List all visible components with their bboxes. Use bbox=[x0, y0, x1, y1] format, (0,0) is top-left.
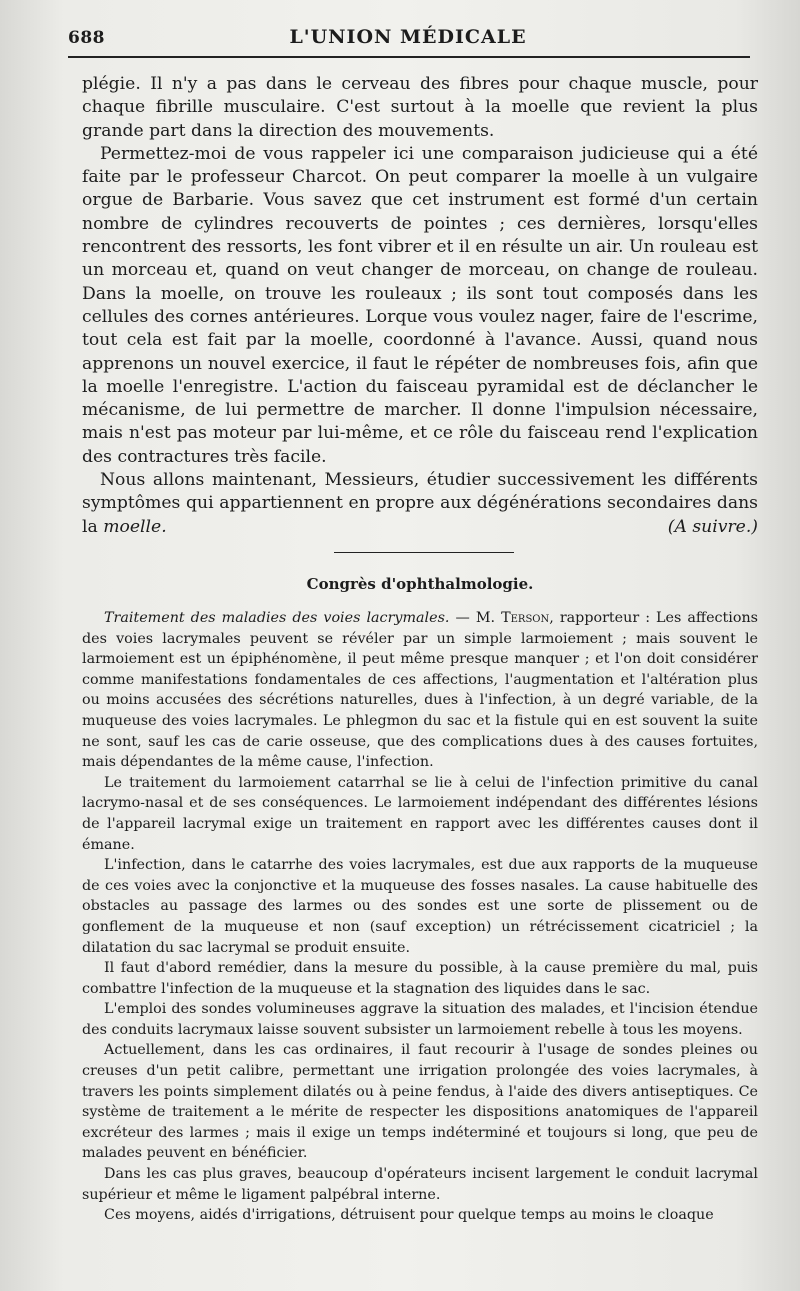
paragraph-actuellement: Actuellement, dans les cas ordinaires, il faut recourir à l'usage de sondes pleines ou creuses d'un petit calibre, permettant une irrigation prolongée des voies lacrymales, à travers les points simplement dilatés ou à peine fendus, à l'aide des divers antiseptiques. Ce système de traitement a le mérite de respecter les dispositions anatomiques de l'appareil excréteur des larmes ; mais il exige un temps indéterminé et toujours si long, que peu de malades peuvent en bénéficier. bbox=[82, 1042, 758, 1162]
paragraph-traitement bbox=[82, 608, 758, 773]
report-text: , rapporteur : Les affections des voies lacrymales peuvent se révéler par un simple larmoiement ; mais souvent le larmoiement est un épiphénomène, il peut même presque manquer ; et l'on doit considérer comme manifestations fondamentales de ces affections, l'augmentation et l'altération plus ou moins accusées des sécrétions naturelles, dues à l'infection, à un degré variable, de la muqueuse des voies lacrymales. Le phlegmon du sac et la fistule qui en est souvent la suite ne sont, sauf les cas de carie osseuse, que des complications dues à des causes fortuites, mais dépendantes de la même cause, l'infection. bbox=[82, 610, 759, 771]
paragraph-cas-graves: Dans les cas plus graves, beaucoup d'opérateurs incisent largement le conduit lacrymal supérieur et même le ligament palpébral interne. bbox=[82, 1166, 758, 1203]
report-title: Traitement des maladies des voies lacrymales. bbox=[104, 610, 450, 626]
report-dash: — M. bbox=[449, 610, 502, 626]
paragraph-catarrhal: Le traitement du larmoiement catarrhal se lie à celui de l'infection primitive du canal lacrymo-nasal et de ses conséquences. Le larmoiement indépendant des différentes lésions de l'appareil lacrymal exige un traitement en rapport avec les différentes causes dont il émane. bbox=[82, 774, 758, 853]
paragraph-charcot: Permettez-moi de vous rappeler ici une comparaison judicieuse qui a été faite par le professeur Charcot. On peut comparer la moelle à un vulgaire orgue de Barbarie. Vous savez que cet instrument est formé d'un certain nombre de cylindres recouverts de pointes ; ces dernières, lorsqu'elles rencontrent des ressorts, les font vibrer et il en résulte un air. Un rouleau est un morceau et, quand on veut changer de morceau, on change de rouleau. Dans la moelle, on trouve les rouleaux ; ils sont tout composés dans les cellules des cornes antérieures. Lorque vous voulez nager, faire de l'escrime, tout cela est fait par la moelle, coordonné à l'avance. Aussi, quand nous apprenons un nouvel exercice, il faut le répéter de nombreuses fois, afin que la moelle l'enregistre. L'action du faisceau pyramidal est de déclancher le mécanisme, de lui permettre de marcher. Il donne l'impulsion nécessaire, mais n'est pas moteur par lui-même, et ce rôle du faisceau rend l'explication des contractures très facile. bbox=[82, 143, 758, 467]
page-header bbox=[68, 22, 748, 52]
section-separator bbox=[334, 552, 514, 553]
paragraph-remedier: Il faut d'abord remédier, dans la mesure du possible, à la cause première du mal, puis combattre l'infection de la muqueuse et la stagnation des liquides dans le sac. bbox=[82, 960, 758, 997]
paragraph-degenerations-text: Nous allons maintenant, Messieurs, étudier successivement les différents symptômes qui appartiennent en propre aux dégénérations secondaires dans la bbox=[82, 470, 758, 537]
report-author: Terson bbox=[501, 610, 550, 626]
paragraph-degenerations bbox=[82, 469, 758, 539]
paragraph-infection: L'infection, dans le catarrhe des voies lacrymales, est due aux rapports de la muqueuse de ces voies avec la conjonctive et la muqueuse des fosses nasales. La cause habituelle des obstacles au passage des larmes ou des sondes est une sorte de plissement ou de gonflement de la muqueuse et non (sauf exception) un rétrécissement cicatriciel ; la dilatation du sac lacrymal se produit ensuite. bbox=[82, 857, 758, 956]
moelle-italic: moelle. bbox=[103, 516, 167, 537]
page-number: 688 bbox=[68, 28, 105, 48]
paragraph-plegie: plégie. Il n'y a pas dans le cerveau des fibres pour chaque muscle, pour chaque fibrille musculaire. C'est surtout à la moelle que revient la plus grande part dans la direction des mouvements. bbox=[82, 74, 758, 141]
paragraph-sondes: L'emploi des sondes volumineuses aggrave la situation des malades, et l'incision étendue des conduits lacrymaux laisse souvent subsister un larmoiement rebelle à tous les moyens. bbox=[82, 1001, 758, 1038]
running-title: L'UNION MÉDICALE bbox=[289, 26, 527, 48]
a-suivre: (A suivre.) bbox=[667, 516, 758, 537]
section-title: Congrès d'ophthalmologie. bbox=[306, 575, 534, 593]
header-rule bbox=[68, 56, 750, 58]
paragraph-moyens: Ces moyens, aidés d'irrigations, détruisent pour quelque temps au moins le cloaque bbox=[104, 1207, 714, 1224]
congress-report bbox=[82, 608, 758, 1226]
lecture-text bbox=[82, 73, 758, 539]
